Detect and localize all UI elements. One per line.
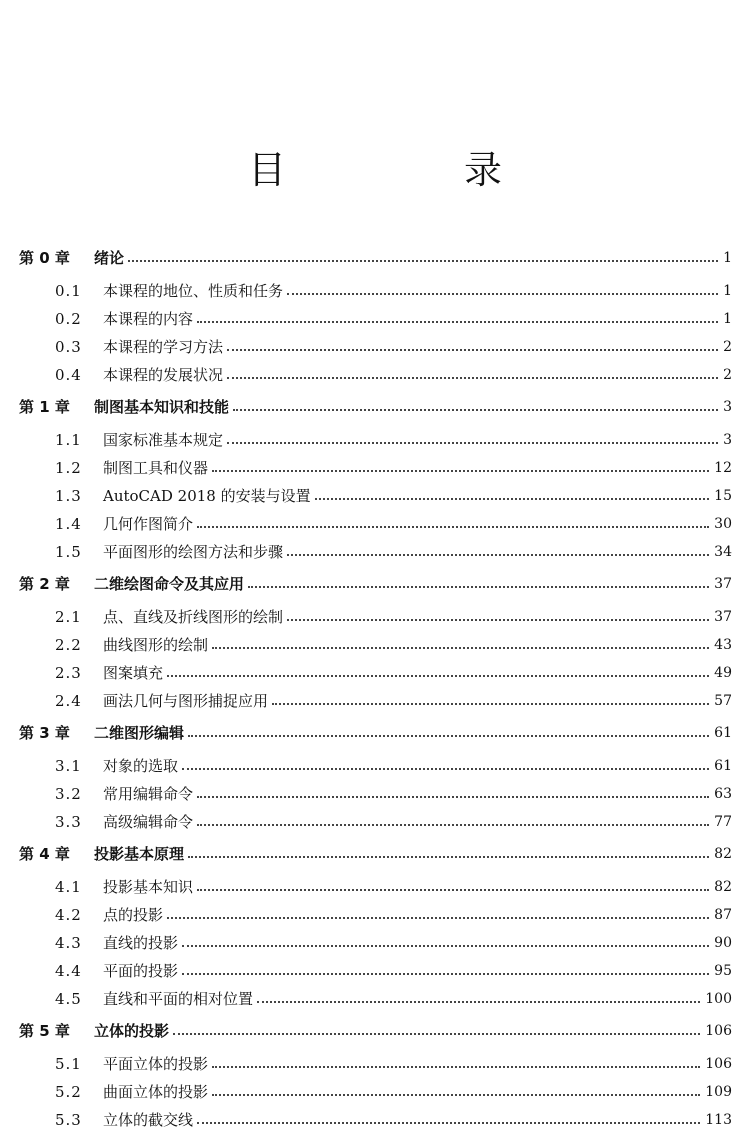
section-number: 2.1 [55, 608, 82, 626]
page-number: 30 [709, 510, 732, 538]
page-number: 106 [700, 1050, 732, 1078]
toc-section-entry[interactable] [0, 538, 750, 566]
section-number: 0.2 [55, 310, 82, 328]
dot-leader [287, 619, 709, 621]
section-title: 立体的截交线 [103, 1106, 197, 1134]
dot-leader [212, 647, 709, 649]
page-number: 95 [709, 957, 732, 985]
toc-section-entry[interactable] [0, 1078, 750, 1106]
page-number: 82 [709, 873, 732, 901]
toc-section-entry[interactable] [0, 687, 750, 715]
section-title: 几何作图简介 [103, 510, 197, 538]
page-number: 63 [709, 780, 732, 808]
dot-leader [315, 498, 710, 500]
dot-leader [248, 586, 709, 588]
section-title: 曲面立体的投影 [103, 1078, 212, 1106]
section-title: 平面立体的投影 [103, 1050, 212, 1078]
toc-section-entry[interactable] [0, 929, 750, 957]
section-number: 2.2 [55, 636, 82, 654]
toc-section-entry[interactable] [0, 482, 750, 510]
toc-section-entry[interactable] [0, 305, 750, 333]
page-title: 目 录 [247, 148, 572, 192]
section-number: 4.3 [55, 934, 82, 952]
section-title: 曲线图形的绘制 [103, 631, 212, 659]
section-number: 0.4 [55, 366, 82, 384]
section-number: 5.1 [55, 1055, 82, 1073]
dot-leader [167, 917, 709, 919]
dot-leader [227, 442, 718, 444]
chapter-number: 第 0 章 [19, 249, 70, 267]
toc-section-entry[interactable] [0, 426, 750, 454]
section-title: 本课程的内容 [103, 305, 197, 333]
section-number: 4.1 [55, 878, 82, 896]
dot-leader [197, 321, 718, 323]
section-number: 5.3 [55, 1111, 82, 1129]
chapter-title: 二维图形编辑 [94, 719, 188, 747]
dot-leader [182, 973, 709, 975]
section-number: 1.4 [55, 515, 82, 533]
dot-leader [128, 260, 718, 262]
page-number: 3 [718, 393, 732, 421]
toc-chapter-entry[interactable] [0, 393, 750, 421]
page-number: 15 [709, 482, 732, 510]
section-number: 0.3 [55, 338, 82, 356]
toc-section-entry[interactable] [0, 780, 750, 808]
page-number: 1 [718, 277, 732, 305]
section-title: AutoCAD 2018 的安装与设置 [103, 482, 315, 510]
section-title: 画法几何与图形捕捉应用 [103, 687, 272, 715]
section-number: 4.5 [55, 990, 82, 1008]
section-number: 0.1 [55, 282, 82, 300]
page-number: 37 [709, 603, 732, 631]
page-number: 34 [709, 538, 732, 566]
dot-leader [257, 1001, 700, 1003]
section-title: 图案填充 [103, 659, 167, 687]
toc-section-entry[interactable] [0, 631, 750, 659]
toc-chapter-entry[interactable] [0, 719, 750, 747]
dot-leader [272, 703, 709, 705]
section-number: 2.4 [55, 692, 82, 710]
dot-leader [227, 377, 718, 379]
toc-chapter-entry[interactable] [0, 570, 750, 598]
dot-leader [233, 409, 718, 411]
toc-section-entry[interactable] [0, 333, 750, 361]
toc-chapter-entry[interactable] [0, 1017, 750, 1045]
page-number: 57 [709, 687, 732, 715]
toc-section-entry[interactable] [0, 454, 750, 482]
section-title: 本课程的学习方法 [103, 333, 227, 361]
toc-section-entry[interactable] [0, 603, 750, 631]
section-title: 直线的投影 [103, 929, 182, 957]
dot-leader [173, 1033, 700, 1035]
page-number: 3 [718, 426, 732, 454]
toc-chapter-entry[interactable] [0, 244, 750, 272]
page-number: 2 [718, 361, 732, 389]
page-number: 82 [709, 840, 732, 868]
chapter-number: 第 3 章 [19, 724, 70, 742]
section-number: 3.2 [55, 785, 82, 803]
section-title: 点的投影 [103, 901, 167, 929]
page-number: 109 [700, 1078, 732, 1106]
chapter-number: 第 4 章 [19, 845, 70, 863]
section-title: 本课程的发展状况 [103, 361, 227, 389]
toc-section-entry[interactable] [0, 808, 750, 836]
section-number: 5.2 [55, 1083, 82, 1101]
toc-section-entry[interactable] [0, 659, 750, 687]
dot-leader [182, 945, 709, 947]
section-number: 4.2 [55, 906, 82, 924]
page-number: 106 [700, 1017, 732, 1045]
section-number: 1.5 [55, 543, 82, 561]
chapter-title: 投影基本原理 [94, 840, 188, 868]
toc-section-entry[interactable] [0, 957, 750, 985]
section-title: 投影基本知识 [103, 873, 197, 901]
chapter-number: 第 1 章 [19, 398, 70, 416]
dot-leader [212, 470, 709, 472]
page-number: 43 [709, 631, 732, 659]
toc-section-entry[interactable] [0, 1106, 750, 1134]
section-title: 对象的选取 [103, 752, 182, 780]
section-number: 3.3 [55, 813, 82, 831]
section-title: 本课程的地位、性质和任务 [103, 277, 287, 305]
page-number: 113 [700, 1106, 732, 1134]
page-number: 37 [709, 570, 732, 598]
page-number: 87 [709, 901, 732, 929]
page-number: 49 [709, 659, 732, 687]
dot-leader [227, 349, 718, 351]
toc-chapter-entry[interactable] [0, 840, 750, 868]
page-number: 77 [709, 808, 732, 836]
chapter-title: 绪论 [94, 244, 128, 272]
page-number: 1 [718, 305, 732, 333]
section-title: 常用编辑命令 [103, 780, 197, 808]
dot-leader [197, 796, 709, 798]
section-title: 直线和平面的相对位置 [103, 985, 257, 1013]
page-number: 100 [700, 985, 732, 1013]
toc-section-entry[interactable] [0, 901, 750, 929]
section-number: 1.1 [55, 431, 82, 449]
toc-section-entry[interactable] [0, 361, 750, 389]
section-title: 制图工具和仪器 [103, 454, 212, 482]
dot-leader [287, 554, 709, 556]
page-number: 1 [718, 244, 732, 272]
section-number: 3.1 [55, 757, 82, 775]
chapter-number: 第 2 章 [19, 575, 70, 593]
page-number: 61 [709, 719, 732, 747]
section-number: 4.4 [55, 962, 82, 980]
section-title: 高级编辑命令 [103, 808, 197, 836]
dot-leader [197, 889, 709, 891]
dot-leader [197, 824, 709, 826]
toc-section-entry[interactable] [0, 1050, 750, 1078]
chapter-title: 立体的投影 [94, 1017, 173, 1045]
dot-leader [212, 1094, 700, 1096]
dot-leader [197, 526, 709, 528]
page-number: 90 [709, 929, 732, 957]
section-number: 1.2 [55, 459, 82, 477]
section-title: 平面图形的绘图方法和步骤 [103, 538, 287, 566]
dot-leader [167, 675, 709, 677]
dot-leader [188, 735, 709, 737]
dot-leader [212, 1066, 700, 1068]
dot-leader [287, 293, 718, 295]
toc-section-entry[interactable] [0, 752, 750, 780]
page-number: 2 [718, 333, 732, 361]
dot-leader [188, 856, 709, 858]
section-number: 2.3 [55, 664, 82, 682]
chapter-number: 第 5 章 [19, 1022, 70, 1040]
section-title: 平面的投影 [103, 957, 182, 985]
section-title: 点、直线及折线图形的绘制 [103, 603, 287, 631]
chapter-title: 制图基本知识和技能 [94, 393, 233, 421]
dot-leader [182, 768, 709, 770]
toc-section-entry[interactable] [0, 277, 750, 305]
page-number: 61 [709, 752, 732, 780]
toc-section-entry[interactable] [0, 510, 750, 538]
section-title: 国家标准基本规定 [103, 426, 227, 454]
section-number: 1.3 [55, 487, 82, 505]
toc-section-entry[interactable] [0, 985, 750, 1013]
chapter-title: 二维绘图命令及其应用 [94, 570, 248, 598]
dot-leader [197, 1122, 700, 1124]
toc-section-entry[interactable] [0, 873, 750, 901]
page-number: 12 [709, 454, 732, 482]
